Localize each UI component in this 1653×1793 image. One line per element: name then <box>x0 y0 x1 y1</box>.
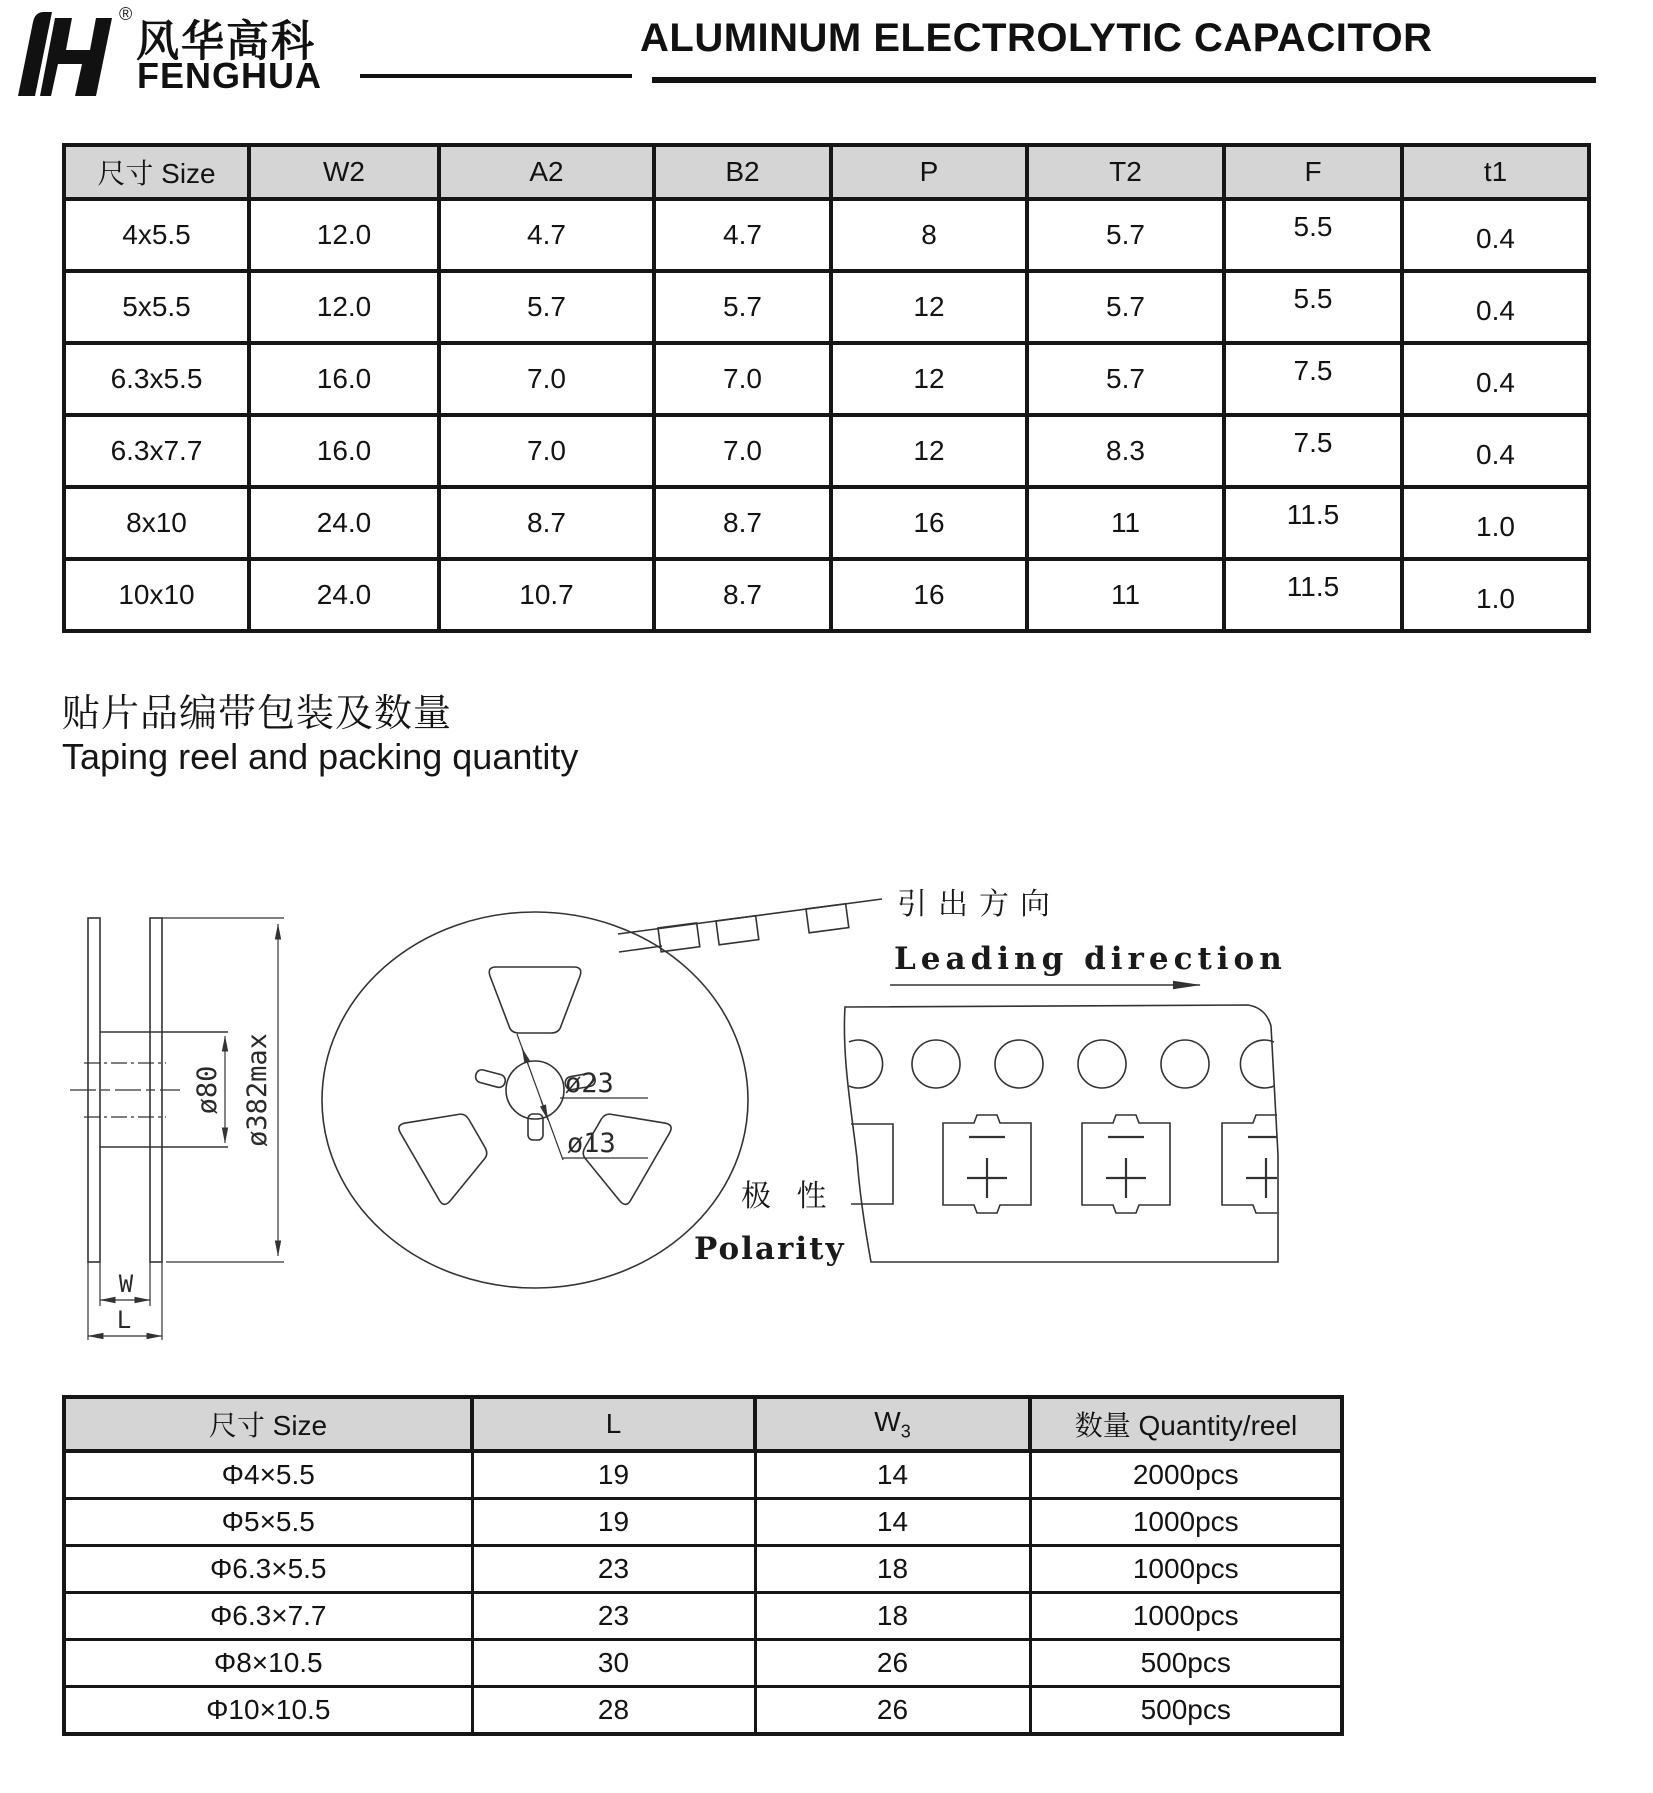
dimensions-table <box>62 143 1591 633</box>
cell: 500pcs <box>1030 1640 1342 1687</box>
hub-diameter-label: ø80 <box>192 1065 223 1115</box>
core-outer-diameter-label: ø23 <box>565 1068 614 1099</box>
cell: Φ6.3×7.7 <box>64 1593 472 1640</box>
table-row <box>64 1451 1342 1499</box>
column-header-a2: A2 <box>439 145 654 199</box>
core-inner-diameter-label: ø13 <box>567 1128 616 1159</box>
leading-direction-chinese: 引出方向 <box>897 887 1061 922</box>
cell: 30 <box>472 1640 755 1687</box>
reel-diameter-label: ø382max <box>242 1033 273 1147</box>
cell: 16 <box>831 559 1027 631</box>
cell: 8.7 <box>654 559 831 631</box>
cell: 5.5 <box>1224 271 1402 343</box>
section-heading-english: Taping reel and packing quantity <box>62 736 579 777</box>
cell: 12 <box>831 415 1027 487</box>
cell: 11 <box>1027 487 1224 559</box>
column-header-t1: t1 <box>1402 145 1589 199</box>
registered-trademark-icon: ® <box>119 4 133 24</box>
cell: 7.0 <box>654 343 831 415</box>
cell: 5.7 <box>439 271 654 343</box>
cell: 7.0 <box>654 415 831 487</box>
cell: 28 <box>472 1687 755 1735</box>
cell: Φ10×10.5 <box>64 1687 472 1735</box>
cell: 11.5 <box>1224 487 1402 559</box>
column-header-w3: $W_3$ <box>755 1397 1030 1451</box>
column-header-p: P <box>831 145 1027 199</box>
table-row <box>64 1687 1342 1735</box>
cell: 2000pcs <box>1030 1451 1342 1499</box>
cell: 8 <box>831 199 1027 271</box>
cell: 7.0 <box>439 343 654 415</box>
cell: 8.7 <box>439 487 654 559</box>
table-row <box>64 1593 1342 1640</box>
cell: 0.4 <box>1402 199 1589 271</box>
reel-width-label: L <box>116 1306 132 1334</box>
table-row <box>64 1499 1342 1546</box>
cell: 14 <box>755 1451 1030 1499</box>
cell: 23 <box>472 1593 755 1640</box>
cell: 7.5 <box>1224 415 1402 487</box>
cell: 1000pcs <box>1030 1593 1342 1640</box>
cell: 10.7 <box>439 559 654 631</box>
cell: 19 <box>472 1499 755 1546</box>
cell: 7.5 <box>1224 343 1402 415</box>
table-row <box>64 343 1589 415</box>
cell: 19 <box>472 1451 755 1499</box>
cell: 18 <box>755 1593 1030 1640</box>
table-row <box>64 415 1589 487</box>
cell: 5.7 <box>654 271 831 343</box>
cell: 0.4 <box>1402 271 1589 343</box>
cell: 16.0 <box>249 343 439 415</box>
section-heading-chinese: 贴片品编带包装及数量 <box>62 693 453 735</box>
cell: 4x5.5 <box>64 199 249 271</box>
fenghua-logo-icon <box>18 6 120 100</box>
cell: 5.7 <box>1027 343 1224 415</box>
cell: 11.5 <box>1224 559 1402 631</box>
cell: 12.0 <box>249 271 439 343</box>
cell: 1000pcs <box>1030 1499 1342 1546</box>
cell: Φ6.3×5.5 <box>64 1546 472 1593</box>
column-header-t2: T2 <box>1027 145 1224 199</box>
column-header-size: 尺寸 Size <box>64 1397 472 1451</box>
cell: 7.0 <box>439 415 654 487</box>
column-header-b2: B2 <box>654 145 831 199</box>
cell: 6.3x5.5 <box>64 343 249 415</box>
cell: 12.0 <box>249 199 439 271</box>
cell: 500pcs <box>1030 1687 1342 1735</box>
reel-side-view <box>70 918 284 1340</box>
cell: 4.7 <box>654 199 831 271</box>
cell: 8.7 <box>654 487 831 559</box>
cell: 0.4 <box>1402 415 1589 487</box>
cell: 12 <box>831 271 1027 343</box>
table-row <box>64 487 1589 559</box>
tape-strip <box>844 1005 1278 1262</box>
tape-leader <box>618 899 882 952</box>
cell: 26 <box>755 1687 1030 1735</box>
table-row <box>64 271 1589 343</box>
cell: 1.0 <box>1402 559 1589 631</box>
cell: 24.0 <box>249 559 439 631</box>
tape-width-label: W <box>118 1270 134 1298</box>
cell: Φ5×5.5 <box>64 1499 472 1546</box>
leading-direction-english: Leading direction <box>894 941 1287 977</box>
cell: 4.7 <box>439 199 654 271</box>
column-header-size: 尺寸 Size <box>64 145 249 199</box>
polarity-label-chinese: 极 性 <box>741 1179 835 1214</box>
column-header-w2: W2 <box>249 145 439 199</box>
column-header-l: L <box>472 1397 755 1451</box>
cell: 0.4 <box>1402 343 1589 415</box>
cell: 10x10 <box>64 559 249 631</box>
header-divider-left <box>360 74 632 78</box>
cell: Φ8×10.5 <box>64 1640 472 1687</box>
table-row <box>64 1546 1342 1593</box>
column-header-f: F <box>1224 145 1402 199</box>
brand-name-chinese: 风华高科 <box>136 18 316 66</box>
cell: 23 <box>472 1546 755 1593</box>
cell: 6.3x7.7 <box>64 415 249 487</box>
cell: 12 <box>831 343 1027 415</box>
cell: 11 <box>1027 559 1224 631</box>
page-title: ALUMINUM ELECTROLYTIC CAPACITOR <box>640 16 1433 60</box>
polarity-label-english: Polarity <box>694 1231 846 1267</box>
column-header-quantity: 数量 Quantity/reel <box>1030 1397 1342 1451</box>
packing-table <box>62 1395 1344 1736</box>
cell: 5.5 <box>1224 199 1402 271</box>
cell: 1.0 <box>1402 487 1589 559</box>
table-row <box>64 199 1589 271</box>
taping-reel-diagram <box>60 780 1350 1340</box>
cell: 8.3 <box>1027 415 1224 487</box>
cell: 5x5.5 <box>64 271 249 343</box>
cell: 8x10 <box>64 487 249 559</box>
cell: 1000pcs <box>1030 1546 1342 1593</box>
brand-name-english: FENGHUA <box>137 55 322 96</box>
cell: 18 <box>755 1546 1030 1593</box>
reel-front-view <box>322 912 748 1288</box>
cell: 5.7 <box>1027 271 1224 343</box>
table-header-row <box>64 1397 1342 1451</box>
cell: 14 <box>755 1499 1030 1546</box>
table-header-row <box>64 145 1589 199</box>
cell: 24.0 <box>249 487 439 559</box>
cell: 16.0 <box>249 415 439 487</box>
cell: 26 <box>755 1640 1030 1687</box>
header-divider-right <box>652 77 1596 83</box>
table-row <box>64 1640 1342 1687</box>
cell: Φ4×5.5 <box>64 1451 472 1499</box>
table-row <box>64 559 1589 631</box>
cell: 5.7 <box>1027 199 1224 271</box>
cell: 16 <box>831 487 1027 559</box>
